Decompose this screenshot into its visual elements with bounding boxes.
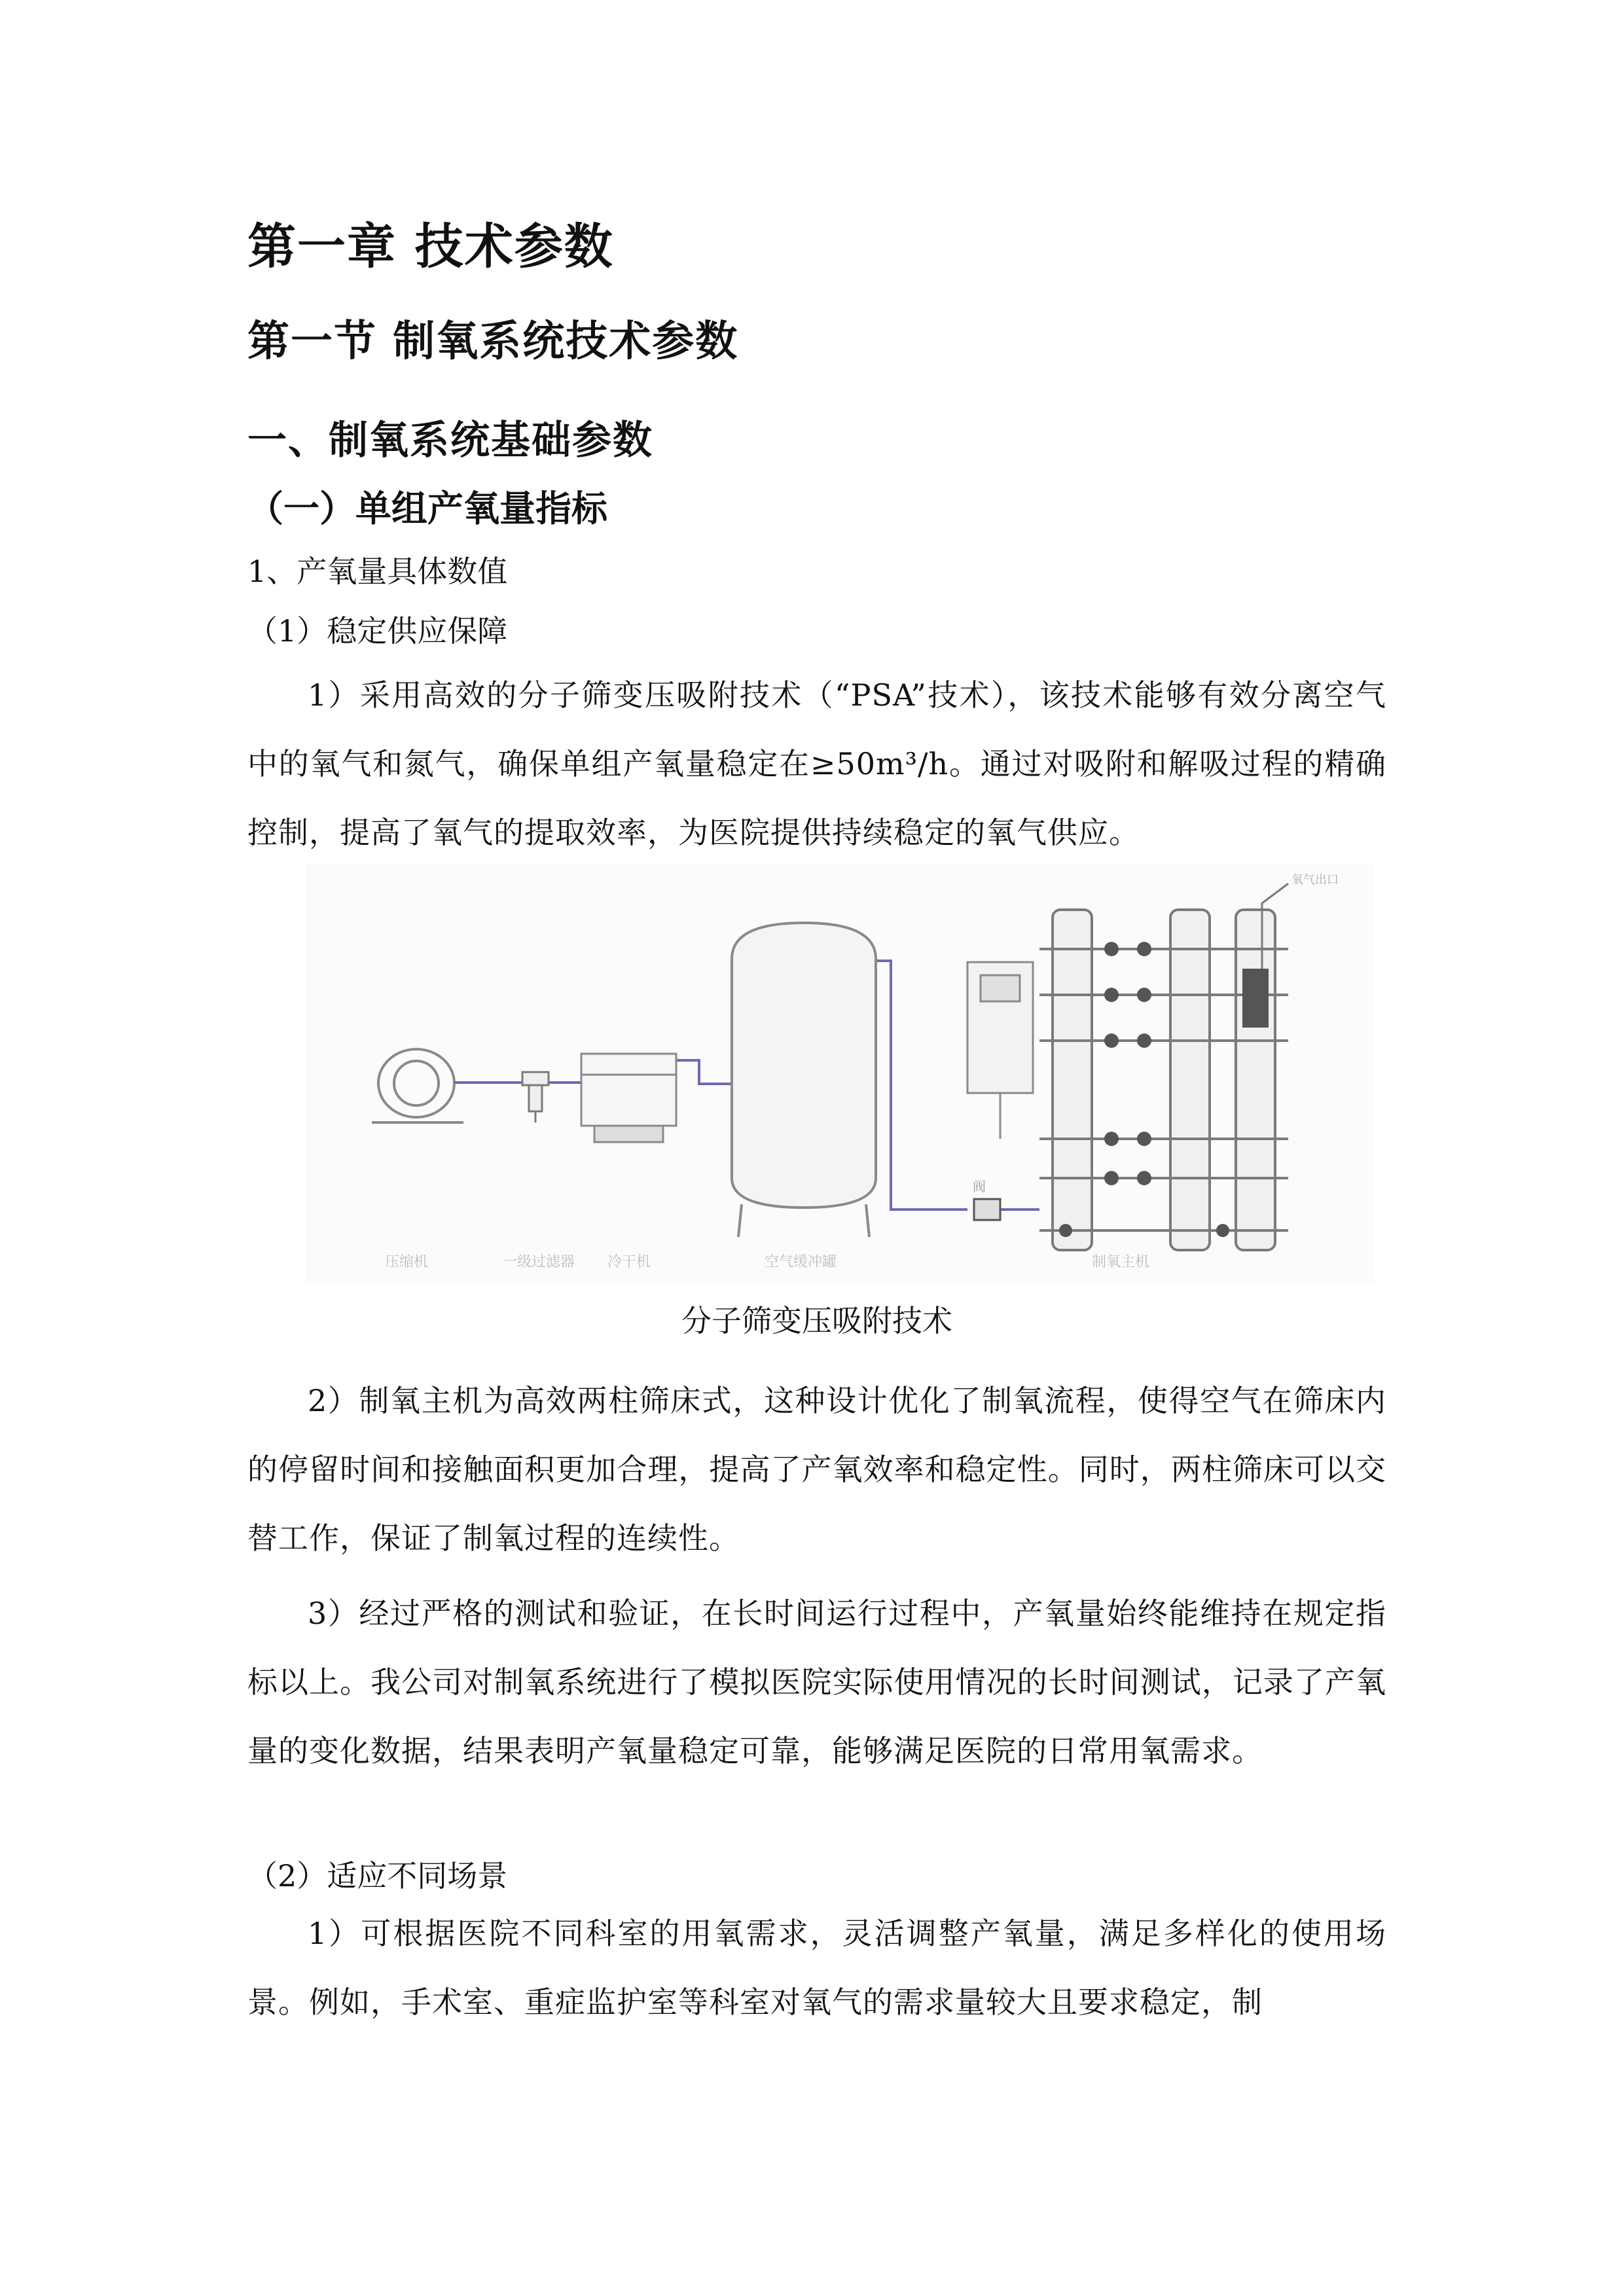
valve-label: 阀 bbox=[973, 1179, 986, 1194]
subsection-title: 一、制氧系统基础参数 bbox=[247, 418, 653, 463]
psa-diagram-svg bbox=[306, 864, 1373, 1283]
psa-process-diagram bbox=[306, 864, 1373, 1283]
chapter-title: 第一章 技术参数 bbox=[247, 219, 614, 275]
paragraph: 3）经过严格的测试和验证，在长时间运行过程中，产氧量始终能维持在规定指标以上。我公司对制氧系统进行了模拟医院实际使用情况的长时间测试，记录了产氧量的变化数据，结果表明产氧量稳定可靠，能够满足医院的日常用氧需求。 bbox=[247, 1596, 1386, 1768]
label-dryer: 冷干机 bbox=[607, 1254, 651, 1270]
figure-caption: 分子筛变压吸附技术 bbox=[681, 1303, 952, 1338]
label-oxygen-generator: 制氧主机 bbox=[1092, 1254, 1150, 1270]
paragraph: 1）采用高效的分子筛变压吸附技术（“PSA”技术），该技术能够有效分离空气中的氧气和氮气，确保单组产氧量稳定在≥50m³/h。通过对吸附和解吸过程的精确控制，提高了氧气的提取效率，为医院提供持续稳定的氧气供应。 bbox=[247, 677, 1386, 850]
paragraph: 2）制氧主机为高效两柱筛床式，这种设计优化了制氧流程，使得空气在筛床内的停留时间和接触面积更加合理，提高了产氧效率和稳定性。同时，两柱筛床可以交替工作，保证了制氧过程的连续性。 bbox=[247, 1383, 1386, 1556]
item-title: 1、产氧量具体数值 bbox=[247, 554, 508, 589]
dryer-icon bbox=[581, 1054, 676, 1142]
label-compressor: 压缩机 bbox=[385, 1254, 429, 1270]
label-primary-filter: 一级过滤器 bbox=[503, 1254, 575, 1270]
paragraph: 1）可根据医院不同科室的用氧需求，灵活调整产氧量，满足多样化的使用场景。例如，手术室、重症监护室等科室对氧气的需求量较大且要求稳定，制 bbox=[247, 1916, 1386, 2020]
section-title: 第一节 制氧系统技术参数 bbox=[247, 317, 739, 366]
sub-item-title: （2）适应不同场景 bbox=[247, 1858, 508, 1893]
sub-item-title: （1）稳定供应保障 bbox=[247, 613, 508, 649]
oxygen-outlet-label: 氧气出口 bbox=[1291, 873, 1339, 887]
sub-subsection-title: （一）单组产氧量指标 bbox=[247, 488, 608, 529]
air-buffer-tank-icon bbox=[732, 923, 876, 1237]
label-air-buffer-tank: 空气缓冲罐 bbox=[765, 1254, 837, 1270]
